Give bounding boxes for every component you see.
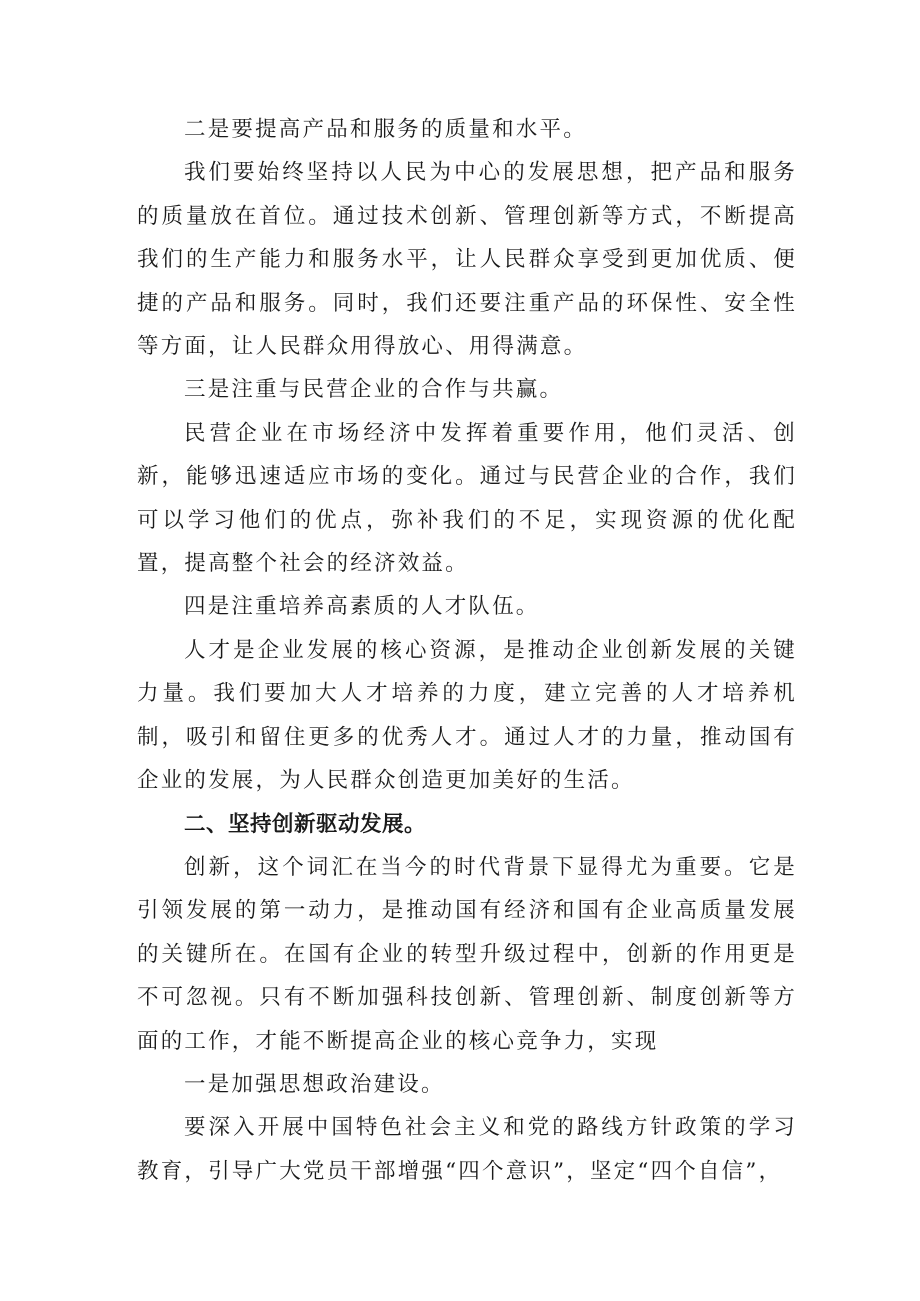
section-heading: 二、坚持创新驱动发展。	[184, 811, 427, 837]
paragraph-heading-3: 三是注重与民营企业的合作与共赢。	[184, 377, 564, 403]
paragraph-subheading-1: 一是加强思想政治建设。	[184, 1071, 445, 1097]
paragraph-heading-4: 四是注重培养高素质的人才队伍。	[184, 594, 540, 620]
paragraph-body: 人才是企业发展的核心资源，是推动企业创新发展的关键力量。我们要加大人才培养的力度，建立完善的人才培养机制，吸引和留住更多的优秀人才。通过人才的力量，推动国有企业的发展，为人民群众创造更加美好的生活。	[137, 637, 797, 794]
paragraph-body: 要深入开展中国特色社会主义和党的路线方针政策的学习教育，引导广大党员干部增强“四个意识”，坚定“四个自信”，	[137, 1115, 797, 1184]
document-body	[137, 108, 797, 1193]
paragraph-body: 民营企业在市场经济中发挥着重要作用，他们灵活、创新，能够迅速适应市场的变化。通过与民营企业的合作，我们可以学习他们的优点，弥补我们的不足，实现资源的优化配置，提高整个社会的经济效益。	[137, 420, 797, 577]
paragraph-body: 创新，这个词汇在当今的时代背景下显得尤为重要。它是引领发展的第一动力，是推动国有经济和国有企业高质量发展的关键所在。在国有企业的转型升级过程中，创新的作用更是不可忽视。只有不断加强科技创新、管理创新、制度创新等方面的工作，才能不断提高企业的核心竞争力，实现	[137, 854, 797, 1054]
paragraph-body: 我们要始终坚持以人民为中心的发展思想，把产品和服务的质量放在首位。通过技术创新、管理创新等方式，不断提高我们的生产能力和服务水平，让人民群众享受到更加优质、便捷的产品和服务。同时，我们还要注重产品的环保性、安全性等方面，让人民群众用得放心、用得满意。	[137, 160, 797, 360]
paragraph-heading-2: 二是要提高产品和服务的质量和水平。	[184, 117, 587, 142]
